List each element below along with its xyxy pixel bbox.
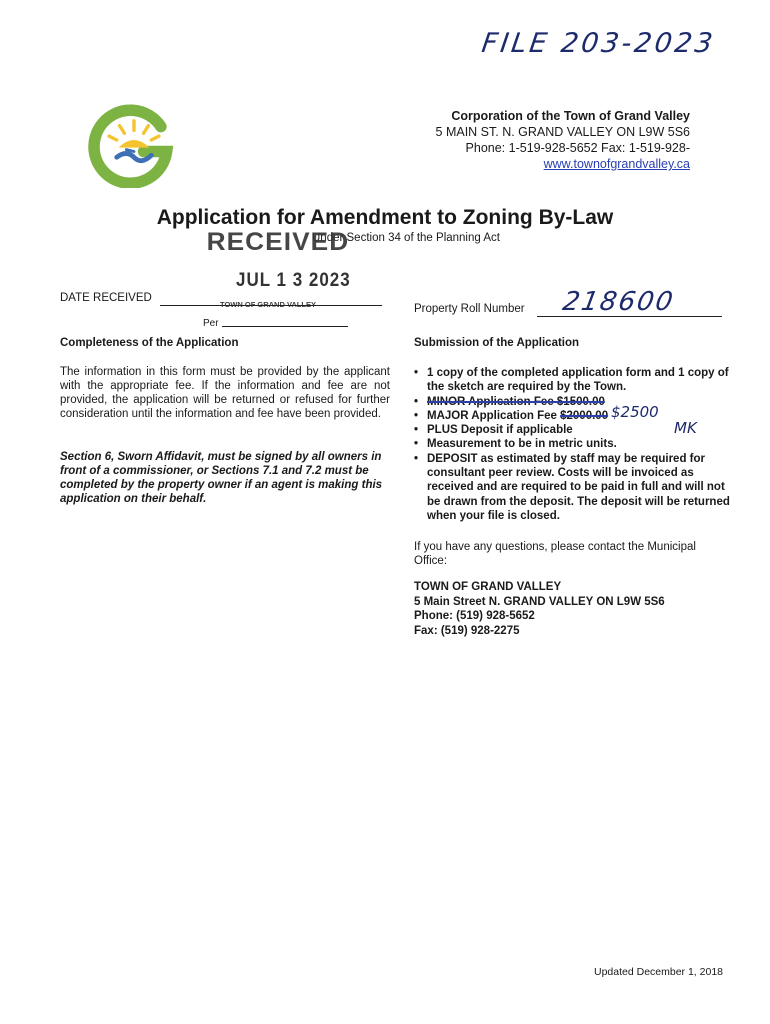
municipal-header xyxy=(436,108,690,172)
received-stamp: RECEIVED xyxy=(206,228,350,256)
org-name: Corporation of the Town of Grand Valley xyxy=(451,109,690,123)
questions-note: If you have any questions, please contact the Municipal Office: xyxy=(414,541,696,567)
document-title: Application for Amendment to Zoning By-Law xyxy=(156,206,614,229)
list-item: • PLUS Deposit if applicable MK xyxy=(414,419,697,438)
completeness-body: The information in this form must be provided by the applicant with the appropriate fee. If the information and fee are not provided, the application will be returned or refused for further consideration until the information and fee have been provided. xyxy=(60,366,390,420)
affidavit-note: Section 6, Sworn Affidavit, must be signed by all owners in front of a commissioner, or Sections 7.1 and 7.2 must be completed by the property owner if an agent is making this application on their behalf. xyxy=(60,451,383,505)
date-received-field[interactable] xyxy=(160,305,382,306)
updated-date: Updated December 1, 2018 xyxy=(594,966,723,978)
bullet-icon: • xyxy=(414,438,419,451)
submission-heading: Submission of the Application xyxy=(414,337,580,349)
date-received-label: DATE RECEIVED xyxy=(60,292,152,304)
completeness-heading: Completeness of the Application xyxy=(60,337,239,349)
roll-number-value: 218600 xyxy=(560,287,677,317)
handwritten-file-number: FILE 203-2023 xyxy=(479,28,718,59)
per-field[interactable] xyxy=(222,326,348,327)
contact-phone: Phone: (519) 928-5652 xyxy=(414,610,535,622)
stamp-town: TOWN OF GRAND VALLEY xyxy=(220,300,316,309)
bullet-icon: • xyxy=(414,395,419,408)
town-logo xyxy=(86,92,182,188)
roll-number-label: Property Roll Number xyxy=(414,303,525,315)
contact-block xyxy=(414,580,665,638)
handwritten-initials: MK xyxy=(674,419,697,438)
list-item xyxy=(414,395,734,409)
contact-name: TOWN OF GRAND VALLEY xyxy=(414,581,562,593)
list-item: • DEPOSIT as estimated by staff may be required for consultant peer review. Costs will be invoiced as received and are required to be paid in full and will not be drawn from the deposit. The deposit will be returned when your file is closed. xyxy=(414,452,730,522)
document-subtitle: Under Section 34 of the Planning Act xyxy=(312,232,500,244)
minor-fee-struck: MINOR Application Fee $1500.00 xyxy=(427,395,605,408)
submission-list xyxy=(414,366,734,523)
org-address: 5 MAIN ST. N. GRAND VALLEY ON L9W 5S6 xyxy=(435,125,690,139)
contact-fax: Fax: (519) 928-2275 xyxy=(414,624,520,637)
contact-address: 5 Main Street N. GRAND VALLEY ON L9W 5S6 xyxy=(414,595,665,608)
bullet-icon: • xyxy=(414,424,419,437)
major-fee-override: $2500 xyxy=(611,402,659,421)
list-item: • Measurement to be in metric units. xyxy=(414,438,617,451)
bullet-icon: • xyxy=(414,367,419,379)
stamp-date: JUL 1 3 2023 xyxy=(236,268,351,291)
bullet-icon: • xyxy=(414,409,419,422)
major-fee: MAJOR Application Fee $2000.00 xyxy=(427,409,609,422)
list-item: • 1 copy of the completed application form and 1 copy of the sketch are required by the Town. xyxy=(414,367,729,394)
org-website-link[interactable]: www.townofgrandvalley.ca xyxy=(543,157,690,171)
bullet-icon: • xyxy=(414,452,419,465)
org-phone: Phone: 1-519-928-5652 Fax: 1-519-928- xyxy=(465,141,690,155)
per-label: Per xyxy=(203,318,219,329)
